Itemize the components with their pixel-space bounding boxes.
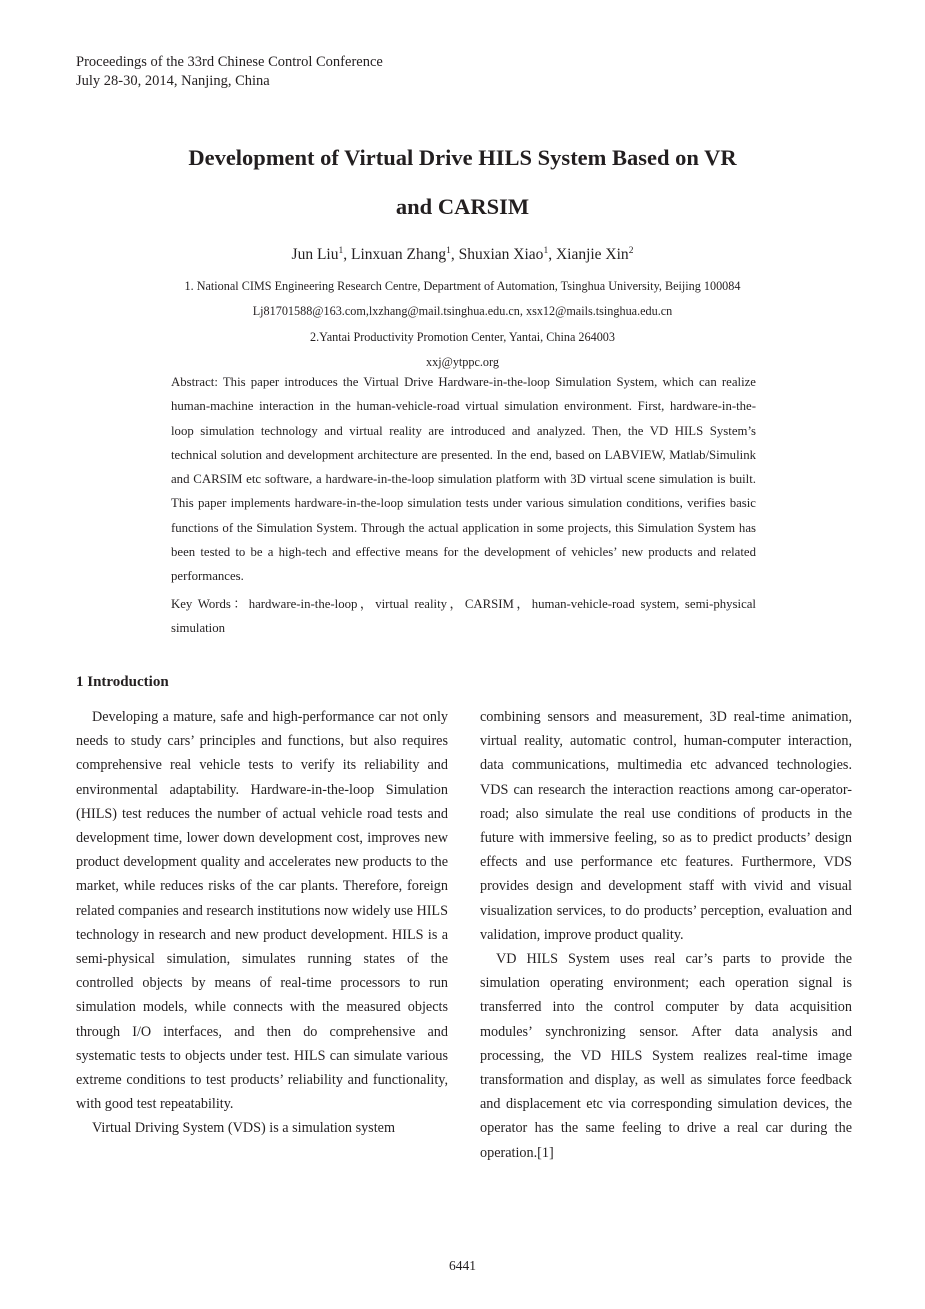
- conference-header: [76, 53, 383, 91]
- author-name: Jun Liu: [291, 246, 339, 263]
- paper-title-line-1: Development of Virtual Drive HILS System Based on VR: [188, 145, 737, 170]
- author-separator: ,: [548, 246, 556, 263]
- author-name: Xianjie Xin: [555, 246, 629, 263]
- author-separator: ,: [343, 246, 351, 263]
- author-list: [0, 246, 925, 264]
- author-affiliation-mark: 1: [338, 246, 344, 256]
- author-affiliation-mark: 1: [446, 246, 451, 256]
- page-number: 6441: [449, 1258, 476, 1273]
- paragraph: Virtual Driving System (VDS) is a simulation system: [92, 1120, 395, 1137]
- abstract: Abstract: This paper introduces the Virtual Drive Hardware-in-the-loop Simulation System, which can realize human-machine interaction in the human-vehicle-road virtual simulation environment. First, hardware-in-the-loop simulation technology and virtual reality are introduced and analyzed. Then, the VD HILS System’s technical solution and development architecture are presented. In the end, based on LABVIEW, Matlab/Simulink and CARSIM etc software, a hardware-in-the-loop simulation platform with 3D virtual scene simulation is built. This paper implements hardware-in-the-loop simulation tests under various simulation conditions, verifies basic functions of the Simulation System. Through the actual application in some projects, this Simulation System has been tested to be a high-tech and effective means for the development of vehicles’ new products and related performances.: [171, 375, 756, 584]
- section-heading-introduction: 1 Introduction: [76, 674, 169, 690]
- keywords: Key Words：hardware-in-the-loop，virtual reality，CARSIM，human-vehicle-road system, semi-physical simulation: [171, 597, 756, 636]
- right-column: [480, 705, 852, 1165]
- author-separator: ,: [450, 246, 459, 263]
- venue-name: Proceedings of the 33rd Chinese Control Conference: [76, 54, 383, 70]
- email-2: xxj@ytppc.org: [426, 355, 499, 369]
- author-affiliation-mark: 2: [628, 246, 634, 256]
- author-name: Shuxian Xiao: [458, 246, 544, 263]
- author-name: Linxuan Zhang: [350, 246, 447, 263]
- paragraph: Developing a mature, safe and high-performance car not only needs to study cars’ principles and functions, but also requires comprehensive real vehicle tests to verify its reliability and environmental adaptability. Hardware-in-the-loop Simulation (HILS) test reduces the number of actual vehicle road tests and development time, lower down development cost, improves new product development quality and accelerates new products to the market, while reduces risks of the car plants. Therefore, foreign related companies and research institutions now widely use HILS technology in research and new product development. HILS is a semi-physical simulation, simulates running states of the controlled objects by means of real-time processors to run simulation models, while connects with the measured objects through I/O interfaces, and then do comprehensive and systematic tests to objects under test. HILS can simulate various extreme conditions to test products’ reliability and functionality, with good test repeatability.: [76, 709, 448, 1113]
- paragraph: combining sensors and measurement, 3D real-time animation, virtual reality, automatic control, human-computer interaction, data communications, multimedia etc advanced technologies. VDS can research the interaction reactions among car-operator-road; also simulate the real use conditions of products in the future with immersive feeling, so as to predict products’ design effects and use performance etc features. Furthermore, VDS provides design and development staff with vivid and visual visualization services, to do products’ perception, evaluation and validation, improve product quality.: [480, 709, 852, 943]
- author-affiliation-mark: 1: [543, 246, 549, 256]
- paper-title-line-2: and CARSIM: [395, 194, 530, 219]
- venue-date-location: July 28-30, 2014, Nanjing, China: [76, 73, 270, 89]
- affiliation-2: 2.Yantai Productivity Promotion Center, Yantai, China 264003: [310, 330, 615, 344]
- affiliation-1: 1. National CIMS Engineering Research Centre, Department of Automation, Tsinghua University, Beijing 100084: [184, 279, 741, 293]
- left-column: [76, 705, 448, 1141]
- emails-1: Lj81701588@163.com,lxzhang@mail.tsinghua.edu.cn, xsx12@mails.tsinghua.edu.cn: [252, 304, 673, 318]
- paragraph: VD HILS System uses real car’s parts to provide the simulation operating environment; each operation signal is transferred into the control computer by data acquisition modules’ synchronizing sensor. After data analysis and processing, the VD HILS System realizes real-time image transformation and display, as well as simulates force feedback and displacement etc via corresponding simulation devices, the operator has the same feeling to drive a real car during the operation.[1]: [480, 951, 852, 1161]
